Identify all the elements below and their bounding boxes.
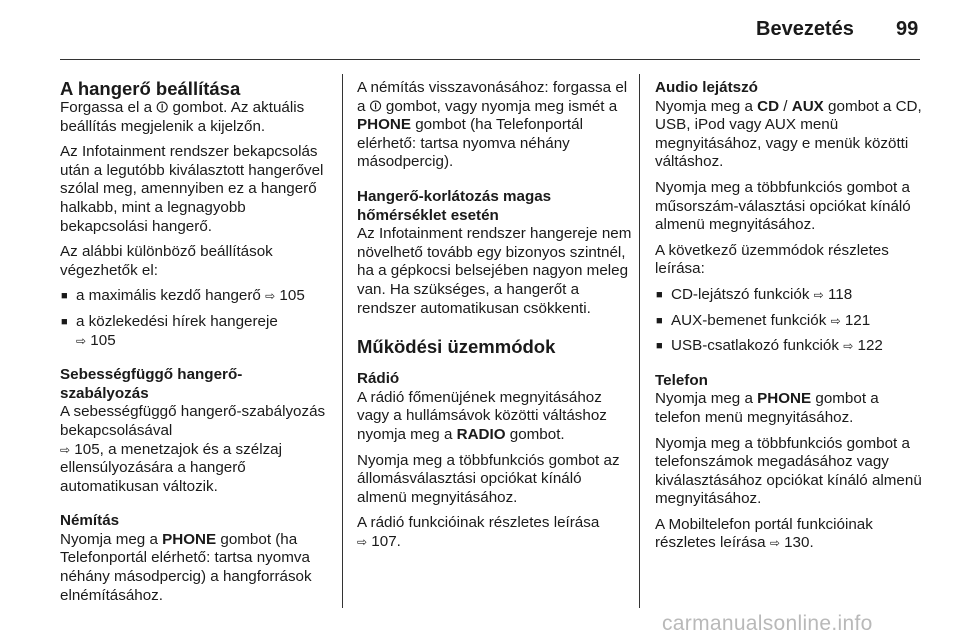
page-ref[interactable]: 118 xyxy=(827,285,853,303)
heading-volume-limit: Hangerő-korlátozás magas hőmérséklet esetén xyxy=(357,187,552,224)
paragraph: Nyomja meg a többfunkciós gombot a műsorszám-választási opciókat kínáló almenü megnyitásához. xyxy=(655,178,911,234)
paragraph xyxy=(60,99,332,136)
text: a maximális kezdő hangerő xyxy=(76,287,261,305)
page-ref-arrow-icon: ⇨ xyxy=(60,442,71,457)
section-heading-operating-modes: Működési üzemmódok xyxy=(357,336,556,358)
text: CD-lejátszó funkciók xyxy=(671,285,810,303)
page-ref[interactable]: 107 xyxy=(371,532,397,550)
bullet-list xyxy=(60,287,332,350)
button-label-radio: RADIO xyxy=(456,425,506,443)
paragraph: Az Infotainment rendszer bekapcsolás után a legutóbb kiválasztott hangerővel szólal meg, amennyiben ez a hangerő halkabb, mint a legnagyobb bekapcsolási hangerő. xyxy=(60,143,324,235)
heading-audio-player: Audio lejátszó xyxy=(655,79,758,96)
paragraph: Nyomja meg a többfunkciós gombot a telefonszámok megadásához vagy kiválasztásához opciókat kínáló almenü megnyitásához. xyxy=(655,434,922,508)
paragraph xyxy=(357,514,633,551)
text: A sebességfüggő hangerő-szabályozás bekapcsolásával xyxy=(60,403,326,439)
text: A némítás visszavonásához: forgassa el a xyxy=(357,79,628,115)
paragraph xyxy=(60,403,332,496)
paragraph: A következő üzemmódok részletes leírása: xyxy=(655,241,889,278)
text: A Mobiltelefon portál funkcióinak részletes leírása xyxy=(655,515,873,552)
text: USB-csatlakozó funkciók xyxy=(671,337,839,355)
knob-icon: ⏼ xyxy=(369,97,382,115)
page-ref-arrow-icon: ⇨ xyxy=(769,536,780,551)
bullet-list xyxy=(655,286,925,356)
page-number: 99 xyxy=(896,18,919,40)
paragraph xyxy=(357,389,633,445)
watermark: carmanualsonline.info xyxy=(662,612,873,635)
column-3 xyxy=(655,79,925,560)
list-item xyxy=(655,312,925,331)
list-item xyxy=(60,313,332,350)
paragraph: Nyomja meg a többfunkciós gombot az állomásválasztási opciókat kínáló almenü megnyitásához. xyxy=(357,451,620,506)
column-divider-2 xyxy=(639,74,640,608)
heading-phone: Telefon xyxy=(655,371,708,389)
text: gombot, vagy nyomja meg ismét a xyxy=(381,97,618,115)
text: gombot a telefon menü megnyitásához. xyxy=(655,390,879,426)
button-label-aux: AUX xyxy=(791,97,824,115)
heading-volume-setting: A hangerő beállítása xyxy=(60,78,241,99)
text: . xyxy=(396,532,401,550)
page-ref[interactable]: 105 xyxy=(279,287,305,305)
text: Nyomja meg a xyxy=(655,97,758,115)
paragraph: Az Infotainment rendszer hangereje nem növelhető tovább egy bizonyos szintnél, ha a gépkocsi belsejében nagyon meleg van. Ha szükséges, a hangerőt a rendszer automatikusan csökkenti. xyxy=(357,225,632,317)
text: gombot (ha Telefonportál elérhető: tartsa nyomva néhány másodpercig) a hangforrások elnémításához. xyxy=(60,530,312,604)
text: gombot. Az aktuális beállítás megjelenik a kijelzőn. xyxy=(60,99,305,135)
heading-radio: Rádió xyxy=(357,370,400,388)
paragraph xyxy=(655,516,925,553)
heading-mute: Némítás xyxy=(60,512,120,530)
column-divider-1 xyxy=(342,74,343,608)
page-ref[interactable]: 122 xyxy=(857,337,883,355)
text: / xyxy=(779,97,792,115)
paragraph: Az alábbi különböző beállítások végezhetők el: xyxy=(60,243,273,279)
text: AUX-bemenet funkciók xyxy=(671,311,827,329)
text: . xyxy=(809,534,814,552)
page-ref-arrow-icon: ⇨ xyxy=(357,534,368,549)
button-label-cd: CD xyxy=(757,97,780,115)
knob-icon: ⏼ xyxy=(156,99,169,116)
text: Nyomja meg a xyxy=(60,530,163,548)
paragraph xyxy=(655,390,925,427)
text: , a menetzajok és a szélzaj ellensúlyozására a hangerő automatikusan változik. xyxy=(60,440,282,495)
list-item xyxy=(60,287,332,306)
page-ref[interactable]: 130 xyxy=(784,534,810,552)
page-ref[interactable]: 105 xyxy=(74,440,100,458)
text: gombot. xyxy=(505,425,565,443)
text: Nyomja meg a xyxy=(655,390,758,408)
page-ref-arrow-icon: ⇨ xyxy=(843,339,854,354)
paragraph xyxy=(655,98,925,172)
list-item xyxy=(655,337,925,356)
header-divider xyxy=(60,59,920,60)
button-label-phone: PHONE xyxy=(757,390,812,408)
text: A rádió funkcióinak részletes leírása xyxy=(357,514,600,532)
page-ref-arrow-icon: ⇨ xyxy=(265,289,276,304)
column-2 xyxy=(357,79,633,558)
page-ref[interactable]: 121 xyxy=(844,311,871,329)
text: A rádió főmenüjének megnyitásához vagy a hullámsávok közötti váltáshoz nyomja meg a xyxy=(357,388,607,443)
column-1 xyxy=(60,79,332,612)
page-ref-arrow-icon: ⇨ xyxy=(830,313,841,328)
page-ref-arrow-icon: ⇨ xyxy=(813,287,824,302)
list-item xyxy=(655,286,925,305)
button-label-phone: PHONE xyxy=(357,116,412,134)
page-ref-arrow-icon: ⇨ xyxy=(76,333,87,348)
text: a közlekedési hírek hangereje xyxy=(76,312,278,330)
text: Forgassa el a xyxy=(60,99,157,116)
paragraph xyxy=(60,531,332,605)
running-header-title: Bevezetés xyxy=(756,18,854,40)
paragraph xyxy=(357,79,633,172)
page-ref[interactable]: 105 xyxy=(90,331,116,349)
text: gombot a CD, USB, iPod vagy AUX menü megnyitásához, vagy e menük közötti váltáshoz. xyxy=(655,97,922,171)
button-label-phone: PHONE xyxy=(162,530,217,548)
text: gombot (ha Telefonportál elérhető: tartsa nyomva néhány másodpercig). xyxy=(357,116,583,171)
heading-speed-volume: Sebességfüggő hangerő-szabályozás xyxy=(60,366,243,402)
